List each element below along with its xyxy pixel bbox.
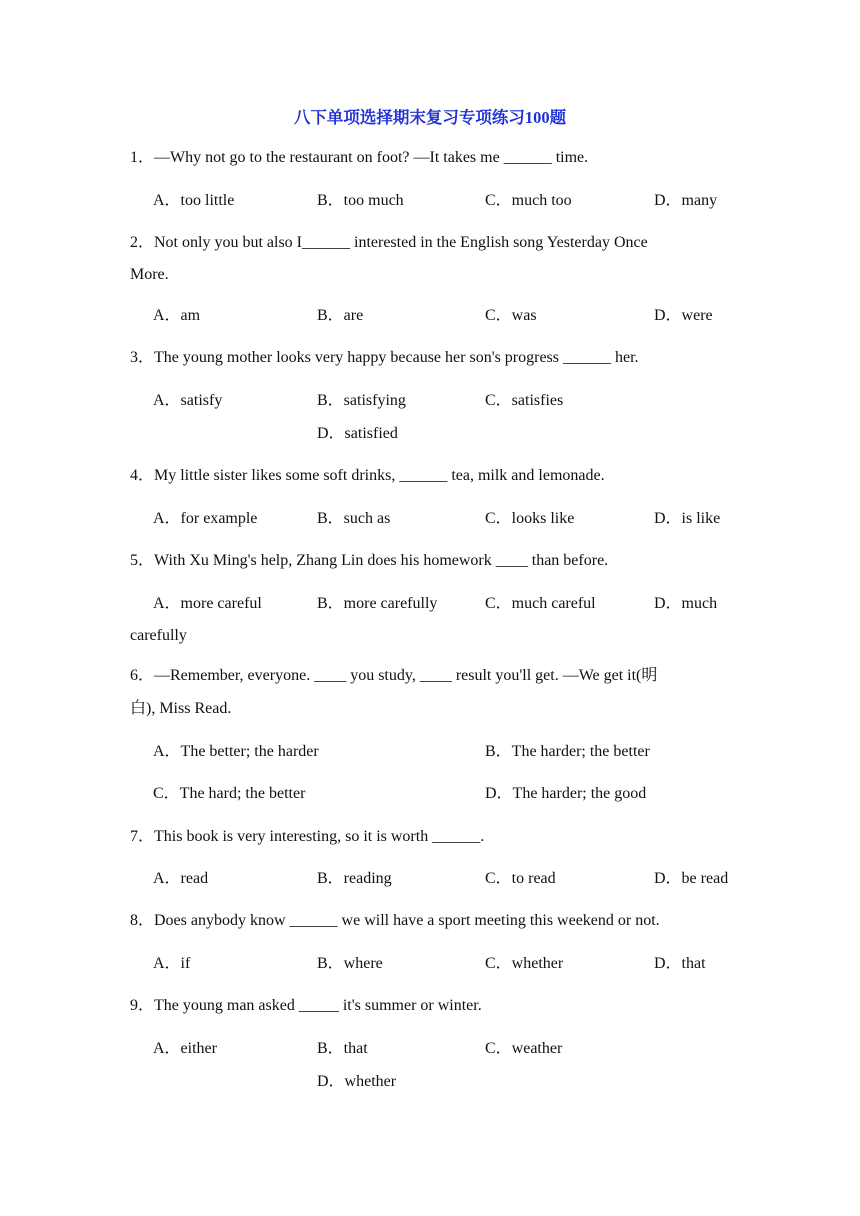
option-d-continued: carefully xyxy=(130,627,187,644)
option-b: B．reading xyxy=(317,870,392,887)
option-d: D．many xyxy=(654,192,718,209)
option-c: C．weather xyxy=(485,1040,563,1057)
option-a: A．read xyxy=(153,870,209,887)
option-b: B．too much xyxy=(317,192,404,209)
option-a: A．The better; the harder xyxy=(153,743,319,760)
option-b: B．are xyxy=(317,307,364,324)
option-a: A．for example xyxy=(153,510,258,527)
option-a: A．satisfy xyxy=(153,392,223,409)
option-c: C．The hard; the better xyxy=(153,785,306,802)
option-a: A．am xyxy=(153,307,201,324)
option-a: A．more careful xyxy=(153,595,262,612)
question-stem-continued: More. xyxy=(130,266,169,283)
question-stem-continued: 白), Miss Read. xyxy=(130,700,232,717)
option-b: B．where xyxy=(317,955,383,972)
option-c: C．much too xyxy=(485,192,572,209)
option-b: B．that xyxy=(317,1040,368,1057)
option-b: B．more carefully xyxy=(317,595,438,612)
option-b: B．satisfying xyxy=(317,392,406,409)
question-stem: 5．With Xu Ming's help, Zhang Lin does his homework ____ than before. xyxy=(130,552,609,569)
option-d: D．much xyxy=(654,595,718,612)
question-stem: 4．My little sister likes some soft drinks, ______ tea, milk and lemonade. xyxy=(130,467,605,484)
option-c: C．was xyxy=(485,307,537,324)
question-stem: 8．Does anybody know ______ we will have a sport meeting this weekend or not. xyxy=(130,912,660,929)
option-c: C．looks like xyxy=(485,510,575,527)
option-b: B．such as xyxy=(317,510,391,527)
option-d: D．be read xyxy=(654,870,729,887)
option-b: B．The harder; the better xyxy=(485,743,650,760)
option-a: A．either xyxy=(153,1040,217,1057)
option-c: C．satisfies xyxy=(485,392,564,409)
page-title: 八下单项选择期末复习专项练习100题 xyxy=(293,108,567,127)
question-stem: 6．—Remember, everyone. ____ you study, ____ result you'll get. —We get it(明 xyxy=(130,667,658,684)
option-d: D．that xyxy=(654,955,706,972)
option-d: D．is like xyxy=(654,510,721,527)
question-stem: 7．This book is very interesting, so it is worth ______. xyxy=(130,828,485,845)
option-c: C．to read xyxy=(485,870,556,887)
option-a: A．too little xyxy=(153,192,235,209)
option-c: C．whether xyxy=(485,955,564,972)
option-d: D．were xyxy=(654,307,713,324)
option-d: D．satisfied xyxy=(317,425,398,442)
question-stem: 9．The young man asked _____ it's summer or winter. xyxy=(130,997,482,1014)
question-stem: 2．Not only you but also I______ interested in the English song Yesterday Once xyxy=(130,234,648,251)
question-stem: 1．—Why not go to the restaurant on foot? —It takes me ______ time. xyxy=(130,149,589,166)
option-c: C．much careful xyxy=(485,595,596,612)
option-d: D．The harder; the good xyxy=(485,785,647,802)
option-d: D．whether xyxy=(317,1073,397,1090)
question-stem: 3．The young mother looks very happy because her son's progress ______ her. xyxy=(130,349,639,366)
option-a: A．if xyxy=(153,955,191,972)
